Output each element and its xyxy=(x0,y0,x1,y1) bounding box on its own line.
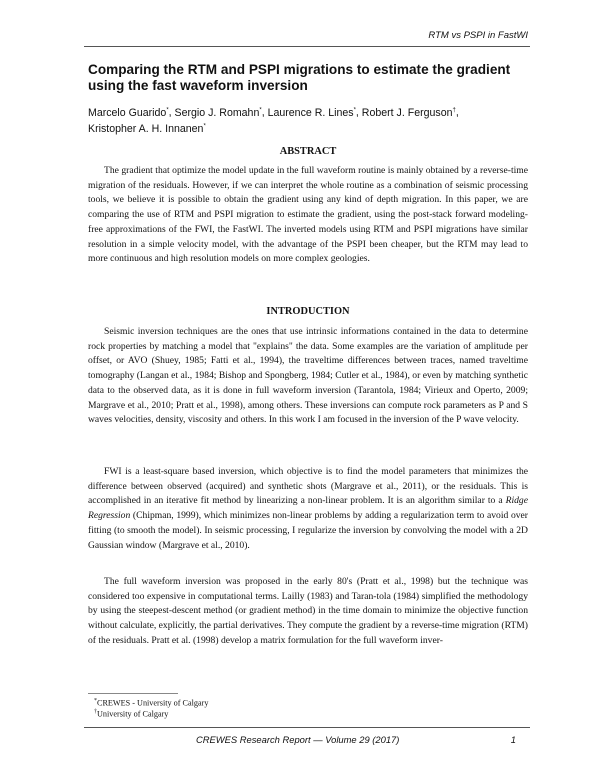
abstract-heading: ABSTRACT xyxy=(279,146,337,157)
footnote: †University of Calgary xyxy=(94,709,169,719)
intro-paragraph-3: The full waveform inversion was proposed in the early 80's (Pratt et al., 1998) but the technique was considered too expensive in computational terms. Lailly (1983) and Taran-tola (1984) simplified the methodology by using the steepest-descent method (or gradient method) in the time domain to minimize the objective function without calculate, explicitly, the partial derivatives. They compute the gradient by a reverse-time migration (RTM) of the residuals. Pratt et al. (1998) develop a matrix formulation for the full waveform inver- xyxy=(88,576,528,646)
intro-paragraph-2: FWI is a least-square based inversion, which objective is to find the model parameters that minimizes the difference between observed (acquired) and synthetic shots (Margrave et al., 2011), or the residuals. This is accomplished in an iterative fit method by linearizing a non-linear problem. It is an algorithm similar to a Ridge Regression (Chipman, 1999), which minimizes non-linear problems by adding a regularization term to avoid over fitting (to smooth the model). In seismic processing, I regularize the inversion by convolving the model with a 2D Gaussian window (Margrave et al., 2010). xyxy=(88,466,528,551)
author: Robert J. Ferguson† xyxy=(361,106,456,119)
paper-title: Comparing the RTM and PSPI migrations to estimate the gradient using the fast waveform inversion xyxy=(88,62,511,93)
footnote-rule xyxy=(88,693,178,694)
author: Laurence R. Lines* xyxy=(267,106,356,119)
author: Marcelo Guarido* xyxy=(88,106,169,119)
author-list: Marcelo Guarido*, Sergio J. Romahn*, Laurence R. Lines*, Robert J. Ferguson†, Kristopher A. H. Innanen* xyxy=(88,106,459,136)
introduction-heading: INTRODUCTION xyxy=(266,306,350,317)
footer-journal: CREWES Research Report — Volume 29 (2017) xyxy=(196,734,400,745)
intro-paragraph-1: Seismic inversion techniques are the ones that use intrinsic informations contained in the data to determine rock properties by matching a model that "explains" the data. Some examples are the variation of amplitude per offset, or AVO (Shuey, 1985; Fatti et al., 1994), the traveltime differences between traces, named traveltime tomography (Langan et al., 1984; Bishop and Spongberg, 1984; Cutler et al., 1984), or even by matching synthetic data to the observed data, as it is done in full waveform inversion (Tarantola, 1984; Virieux and Operto, 2009; Margrave et al., 2010; Pratt et al., 1998), among others. These inversions can compute rock parameters as P and S waves velocities, density, viscosity and others. In this work I am focused in the inversion of the P wave velocity. xyxy=(88,326,528,426)
abstract-text: The gradient that optimize the model update in the full waveform routine is mainly obtained by a reverse-time migration of the residuals. However, if we can interpret the whole routine as a combination of seismic processing tools, we believe it is possible to obtain the gradient using any kind of depth migration. In this paper, we are comparing the use of RTM and PSPI migration to estimate the gradient, using the post-stack forward modeling-free approximations of the FWI, the FastWI. The inverted models using RTM and PSPI migrations have similar resolution in a simple velocity model, with the advantage of the PSPI been cheaper, but the RTM may lead to more continuous and high resolution models on more complex geologies. xyxy=(88,165,528,265)
running-header: RTM vs PSPI in FastWI xyxy=(428,30,528,41)
footnote: *CREWES - University of Calgary xyxy=(94,698,209,708)
author: Sergio J. Romahn* xyxy=(174,106,262,119)
header-rule xyxy=(84,46,530,47)
footer-rule xyxy=(84,727,530,728)
author: Kristopher A. H. Innanen* xyxy=(88,123,206,136)
page-number: 1 xyxy=(510,734,516,745)
